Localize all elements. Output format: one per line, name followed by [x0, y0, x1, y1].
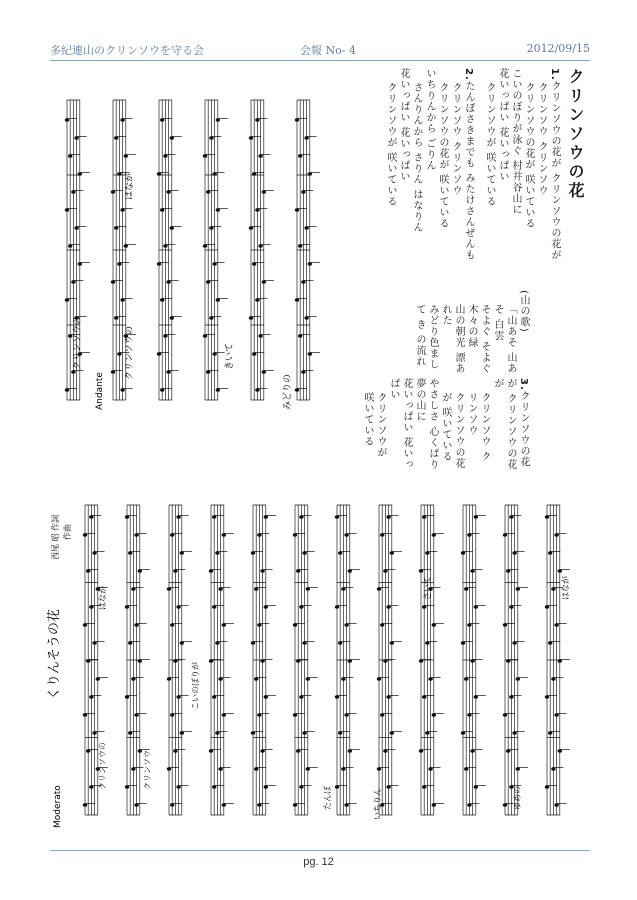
- verse2-line-2: クリンソウ クリンソウ: [450, 82, 461, 197]
- score-bottom-lyric-8: はなが: [561, 576, 570, 600]
- verse1-number: 1.: [549, 68, 560, 81]
- verse3-number: 3.: [518, 378, 529, 391]
- verse1-line-6: クリンソウが 咲いている: [484, 82, 495, 208]
- verse2-line-7: クリンソウが 咲いている: [385, 82, 396, 208]
- score-bottom-credit-2: 作曲: [63, 524, 72, 540]
- verse3-line-3: クリンソウの花が 咲いている: [440, 392, 464, 469]
- verse3-block: [362, 378, 530, 473]
- chorus-block: [380, 290, 530, 380]
- score-bottom-tempo: Moderato: [53, 785, 63, 828]
- score-bottom-lyric-5: いちりん: [373, 788, 382, 820]
- verse3-line-1: 3.クリンソウの花が クリンソウの花が: [492, 378, 529, 471]
- verse3-line-2: クリンソウ クリンソウ: [466, 392, 490, 463]
- score-bottom-credit: 西尾 昭 作詞: [51, 514, 60, 560]
- issue-number: 会報 No- 4: [300, 44, 356, 57]
- verse3-line-6: クリンソウが 咲いている: [362, 392, 386, 458]
- score-top-lyric-4: きいて: [225, 342, 235, 370]
- verse3-line-4: やさしさ 心くばり 夢の山に: [414, 378, 438, 471]
- score-top-tempo: Andante: [95, 372, 105, 410]
- song-title: クリンソウの花: [566, 68, 585, 201]
- score-bottom-lyric-6: たんぽ: [323, 786, 332, 810]
- score-bottom-title: くりんそうの花: [47, 608, 62, 700]
- chorus-line-4: みどり色まして き の流れ: [414, 304, 438, 370]
- verse3-line-5: 花いっぱい 花いっぱい: [388, 378, 412, 471]
- verse2-number: 2.: [463, 68, 474, 81]
- score-top-lyric-2: クリンソウの: [125, 325, 135, 380]
- score-top-lyric-1: クリンソウの: [73, 315, 83, 370]
- org-name: 多紀連山のクリンソウを守る会: [50, 44, 204, 57]
- page-header: [50, 40, 590, 58]
- score-bottom-lyric-3: クリンソウ: [143, 750, 152, 790]
- verse1-line-4: こいのぼりが泳ぐ 村井谷山に: [510, 68, 521, 216]
- score-top-staves: [52, 80, 352, 425]
- chorus-line-2: そよぐ そよぐ 木々の緑: [466, 304, 490, 375]
- chorus-line-1: 「山あそ 山あそ 白雲: [492, 304, 516, 375]
- verse2-line-4: いちりんから ごりん: [424, 68, 435, 172]
- verse1-line-5: 花いっぱい 花いっぱい: [497, 68, 508, 183]
- verse2-line-1: 2.たんぽさきまでも みたけさんぜんも: [463, 68, 474, 261]
- score-top: [52, 80, 352, 425]
- verse2-line-5: さんりんから さりん はなりん: [411, 82, 422, 234]
- score-bottom: [40, 490, 590, 835]
- score-bottom-lyric-7: ゆめの: [513, 786, 522, 810]
- verse1-line-1: 1.クリンソウの花が クリンソウの花が: [549, 68, 560, 261]
- score-bottom-lyric-2: はなが: [98, 586, 107, 610]
- score-bottom-lyric-1: クリンソウの: [98, 742, 107, 790]
- verse2-line-3: クリンソウの花が 咲いている: [437, 82, 448, 230]
- footer-divider: [50, 850, 590, 851]
- score-bottom-staves: [40, 490, 590, 835]
- verse2-line-6: 花いっぱい 花いっぱい: [398, 68, 409, 183]
- chorus-label: (山の歌): [518, 290, 529, 333]
- score-bottom-lyric-9: さいて: [423, 576, 432, 600]
- verse1-line-3: クリンソウの花が 咲いている: [523, 82, 534, 230]
- page-number: pg. 12: [303, 856, 334, 868]
- score-top-lyric-3: はなが: [125, 172, 135, 200]
- header-divider: [50, 60, 590, 61]
- verse1-line-2: クリンソウ クリンソウ: [536, 82, 547, 197]
- chorus-line-3: 山の朝光 漂あれた: [440, 304, 464, 375]
- score-bottom-lyric-4: こいのぼりが: [191, 662, 200, 710]
- issue-date: 2012/09/15: [526, 42, 590, 55]
- score-top-lyric-5: みどりの: [283, 373, 293, 410]
